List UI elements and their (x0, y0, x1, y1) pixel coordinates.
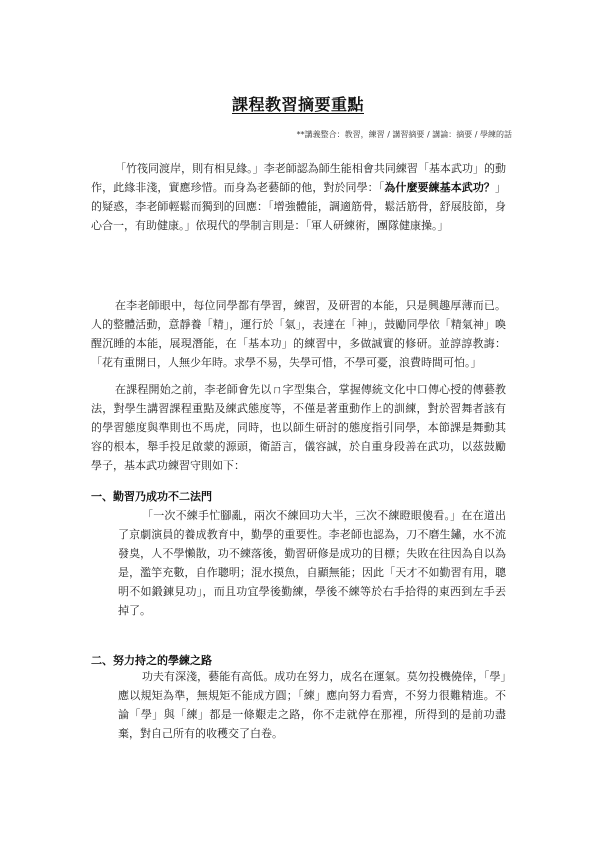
intro-paragraph (91, 159, 506, 235)
section-2-paragraph: 功夫有深淺，藝能有高低。成功在努力，成名在運氣。莫勿投機僥倖，「學」應以規矩為準，無規矩不能成方圓；「練」應向努力看齊，不努力很難精進。不論「學」與「練」都是一條艱走之路，你不走就停在那裡，所得到的是前功盡棄，對自己所有的收穫交了白卷。 (118, 670, 506, 740)
intro-text-start: 「竹筏同渡岸，則有相見緣。」李老師認為師生能相會共同練習「基本武功」的動作，此緣非淺，實應珍惜。而身為老藝師的他，對於同學：「 (91, 162, 506, 194)
intro-text-end: 」的疑惑，李老師輕鬆而獨到的回應：「增強體能，調適筋骨，鬆活筋骨，舒展肢節，身心合一，有助健康。」依現代的學制言則是：「軍人研練術，團隊健康操。」 (91, 181, 507, 232)
section-2-heading: 二、努力持之的學練之路 (91, 654, 212, 667)
section-1-paragraph: 「一次不練手忙腳亂，兩次不練回功大半，三次不練瞪眼傻看。」在在道出了京劇演員的養成教育中，勤學的重要性。李老師也認為，刀不磨生鏽，水不流發臭，人不學懶散，功不練落後，勤習研修是成功的目標；失敗在往因為自以為是，濫竽充數，自作聰明；混水摸魚，自顯無能；因此「天才不如勤習有用，聰明不如鍛鍊見功」，而且功宜學後勤練，學後不練等於右手拾得的東西到左手丟掉了。 (118, 509, 506, 617)
body-paragraph-2: 在李老師眼中，每位同學都有學習，練習，及研習的本能，只是興趣厚薄而已。人的整體活動，意靜養「精」，運行於「氣」，表達在「神」，鼓勵同學依「精氣神」喚醒沉睡的本能，展現潛能，在「基本功」的練習中，多做誠實的修研。並諄諄教誨：「花有重開日，人無少年時。求學不易，失學可惜，不學可憂，浪費時間可怕。」 (91, 299, 506, 369)
subtitle-line: **講義整合：教習，練習 / 講習摘要 / 講論：摘要 / 學練的話 (296, 130, 512, 139)
page-title: 課程教習摘要重點 (231, 94, 364, 114)
body-paragraph-3: 在課程開始之前，李老師會先以ㄇ字型集合，掌握傳統文化中口傳心授的傳藝教法，對學生講習課程重點及練武態度等，不僅是著重動作上的訓練，對於習舞者該有的學習態度與準則也不馬虎，同時，也以師生研討的態度指引同學，本節課是舞動其容的根本，舉手投足啟蒙的源頭，衛語言，儀容誠，於自重身段善在武功，以茲鼓勵學子，基本武功練習守則如下： (91, 383, 506, 472)
intro-emphasis: 為什麼要練基本武功？ (384, 181, 496, 194)
section-1-heading: 一、勤習乃成功不二法門 (91, 490, 212, 503)
